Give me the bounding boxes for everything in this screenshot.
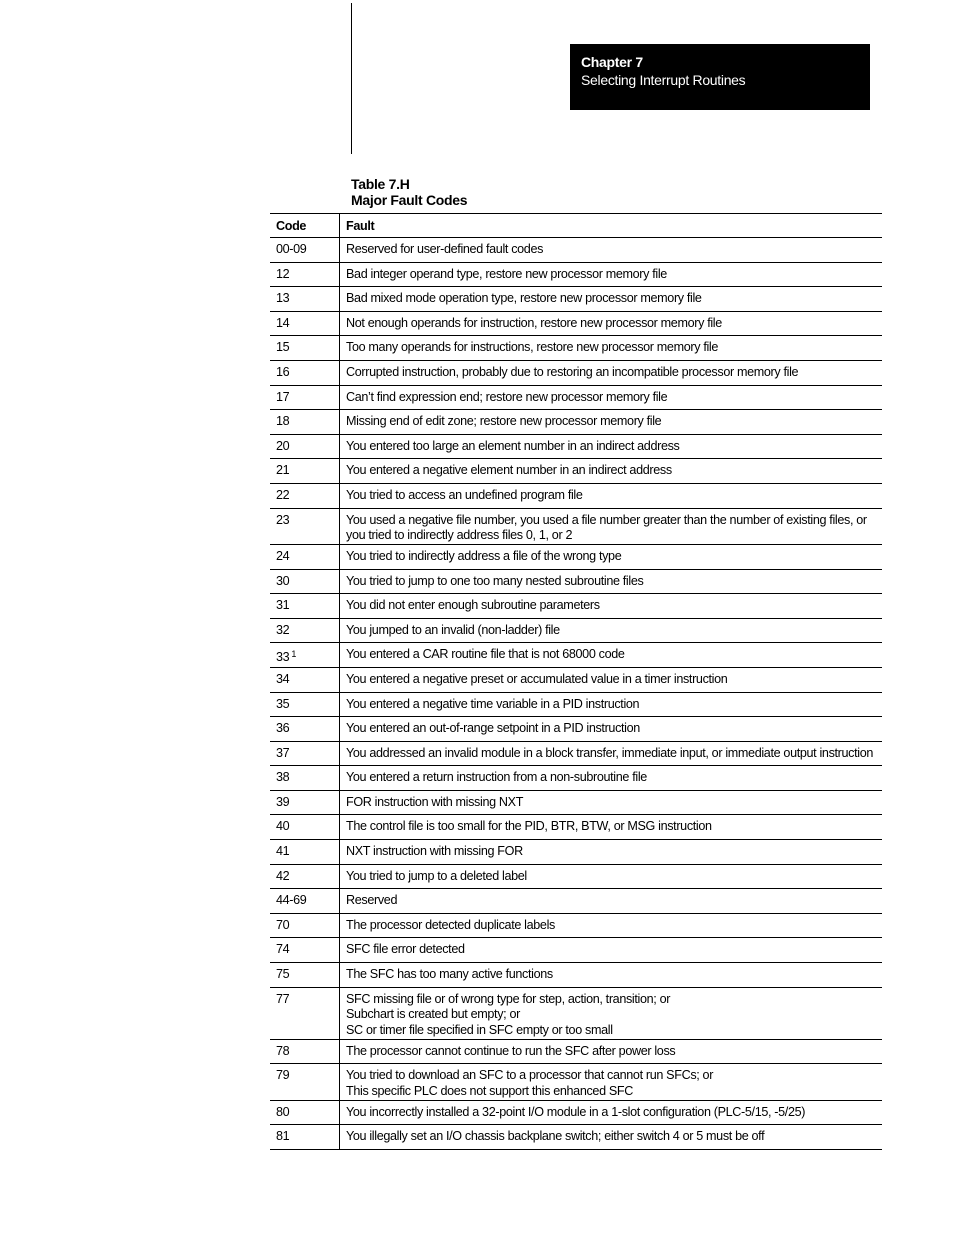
- table-row: [270, 594, 882, 619]
- fault-code: 40: [276, 819, 290, 834]
- fault-description: Subchart is created but empty; or: [346, 1007, 520, 1022]
- fault-code-cell: [270, 618, 340, 643]
- fault-code: 81: [276, 1129, 290, 1144]
- fault-description: Bad integer operand type, restore new processor memory file: [346, 266, 667, 281]
- fault-description-cell: [340, 336, 883, 361]
- table-row: [270, 336, 882, 361]
- table-row: [270, 238, 882, 263]
- fault-code-cell: [270, 410, 340, 435]
- fault-code: 13: [276, 291, 290, 306]
- fault-description: The SFC has too many active functions: [346, 967, 553, 982]
- chapter-title: Selecting Interrupt Routines: [581, 72, 746, 88]
- fault-code: 15: [276, 340, 290, 355]
- fault-code-cell: [270, 717, 340, 742]
- fault-code-cell: [270, 766, 340, 791]
- fault-description-cell: [340, 287, 883, 312]
- table-row: [270, 287, 882, 312]
- fault-code-cell: [270, 840, 340, 865]
- fault-code: 77: [276, 991, 290, 1006]
- fault-code: 00-09: [276, 242, 307, 256]
- table-row: [270, 790, 882, 815]
- fault-description-cell: [340, 913, 883, 938]
- fault-description-cell: [340, 1100, 883, 1125]
- fault-description-cell: [340, 938, 883, 963]
- fault-code-cell: [270, 1039, 340, 1064]
- fault-description-cell: [340, 963, 883, 988]
- fault-code-cell: [270, 508, 340, 544]
- table-row: [270, 864, 882, 889]
- fault-code-cell: [270, 987, 340, 1039]
- fault-description-cell: [340, 717, 883, 742]
- fault-code-cell: [270, 963, 340, 988]
- fault-code-cell: [270, 1125, 340, 1150]
- table-row: [270, 815, 882, 840]
- fault-description: Missing end of edit zone; restore new processor memory file: [346, 414, 662, 429]
- fault-description-cell: [340, 815, 883, 840]
- fault-description: You tried to indirectly address a file of the wrong type: [346, 548, 622, 563]
- fault-code: 41: [276, 844, 290, 859]
- fault-description-cell: [340, 434, 883, 459]
- fault-code: 31: [276, 598, 290, 613]
- fault-description: SC or timer file specified in SFC empty or too small: [346, 1023, 613, 1038]
- chapter-label: Chapter 7: [581, 54, 643, 70]
- fault-code: 74: [276, 942, 290, 957]
- chapter-header: [570, 44, 870, 110]
- table-row: [270, 410, 882, 435]
- fault-description: Reserved for user-defined fault codes: [346, 242, 544, 256]
- fault-description-cell: [340, 766, 883, 791]
- table-row: [270, 1100, 882, 1125]
- fault-code: 12: [276, 266, 290, 281]
- fault-description: you tried to indirectly address files 0, 1, or 2: [346, 528, 573, 543]
- table-row: [270, 938, 882, 963]
- fault-description: The control file is too small for the PID, BTR, BTW, or MSG instruction: [346, 819, 712, 834]
- table-row: [270, 643, 882, 668]
- fault-description-cell: [340, 741, 883, 766]
- fault-description: You tried to jump to one too many nested subroutine files: [346, 573, 644, 588]
- fault-code: 37: [276, 745, 290, 760]
- fault-description-cell: [340, 410, 883, 435]
- fault-description: Can’t find expression end; restore new processor memory file: [346, 389, 668, 404]
- table-row: [270, 360, 882, 385]
- fault-code: 78: [276, 1043, 290, 1058]
- fault-code: 38: [276, 770, 290, 785]
- fault-code-cell: [270, 238, 340, 263]
- fault-code: 23: [276, 512, 290, 527]
- fault-code: 80: [276, 1104, 290, 1119]
- fault-code-cell: [270, 692, 340, 717]
- fault-code: 70: [276, 917, 290, 932]
- column-header-fault: Fault: [340, 214, 883, 238]
- table-row: [270, 618, 882, 643]
- fault-description: You entered a CAR routine file that is not 68000 code: [346, 647, 625, 662]
- fault-code: 24: [276, 548, 290, 563]
- fault-description: Bad mixed mode operation type, restore new processor memory file: [346, 291, 702, 306]
- fault-description: NXT instruction with missing FOR: [346, 844, 523, 859]
- fault-code: 42: [276, 868, 290, 883]
- fault-code: 36: [276, 721, 290, 736]
- table-row: [270, 508, 882, 544]
- footnote-marker: 1: [291, 649, 296, 660]
- fault-description: You entered a negative element number in an indirect address: [346, 463, 672, 478]
- fault-description: You tried to access an undefined program file: [346, 487, 583, 502]
- fault-code-cell: [270, 864, 340, 889]
- fault-description-cell: [340, 864, 883, 889]
- fault-description-cell: [340, 262, 883, 287]
- table-row: [270, 544, 882, 569]
- fault-code-cell: [270, 938, 340, 963]
- fault-code: 39: [276, 794, 290, 809]
- fault-code-cell: [270, 1064, 340, 1100]
- fault-code-cell: [270, 790, 340, 815]
- fault-description: Reserved: [346, 893, 398, 908]
- table-row: [270, 1039, 882, 1064]
- table-row: [270, 717, 882, 742]
- fault-description-cell: [340, 692, 883, 717]
- fault-code-cell: [270, 643, 340, 668]
- fault-description-cell: [340, 889, 883, 914]
- fault-description-cell: [340, 360, 883, 385]
- fault-description: You tried to download an SFC to a processor that cannot run SFCs; or: [346, 1068, 714, 1083]
- table-row: [270, 987, 882, 1039]
- fault-code-cell: [270, 311, 340, 336]
- fault-code: 18: [276, 414, 290, 429]
- fault-description-cell: [340, 569, 883, 594]
- fault-code: 34: [276, 671, 290, 686]
- table-row: [270, 311, 882, 336]
- fault-description-cell: [340, 544, 883, 569]
- fault-description-cell: [340, 508, 883, 544]
- fault-description: Too many operands for instructions, restore new processor memory file: [346, 340, 719, 355]
- fault-code: 22: [276, 487, 290, 502]
- fault-description: You entered too large an element number in an indirect address: [346, 438, 680, 453]
- fault-code-cell: [270, 741, 340, 766]
- fault-code: 21: [276, 463, 290, 478]
- table-row: [270, 385, 882, 410]
- fault-code-cell: [270, 594, 340, 619]
- fault-code-cell: [270, 262, 340, 287]
- fault-description: This specific PLC does not support this enhanced SFC: [346, 1084, 634, 1099]
- fault-code-cell: [270, 815, 340, 840]
- fault-codes-table: [270, 213, 882, 1150]
- table-row: [270, 459, 882, 484]
- fault-description: You entered an out-of-range setpoint in a PID instruction: [346, 721, 640, 736]
- table-row: [270, 741, 882, 766]
- fault-code-cell: [270, 1100, 340, 1125]
- fault-code: 16: [276, 364, 290, 379]
- table-caption: [351, 176, 467, 208]
- fault-description-cell: [340, 483, 883, 508]
- fault-description-cell: [340, 311, 883, 336]
- fault-description: You tried to jump to a deleted label: [346, 868, 527, 883]
- fault-description-cell: [340, 667, 883, 692]
- fault-description-cell: [340, 643, 883, 668]
- fault-code: 75: [276, 967, 290, 982]
- table-row: [270, 692, 882, 717]
- fault-description: The processor detected duplicate labels: [346, 917, 555, 932]
- fault-code: 30: [276, 573, 290, 588]
- table-row: [270, 1064, 882, 1100]
- fault-code-cell: [270, 459, 340, 484]
- fault-description: FOR instruction with missing NXT: [346, 794, 524, 809]
- fault-description-cell: [340, 1039, 883, 1064]
- table-row: [270, 569, 882, 594]
- fault-description: You entered a negative time variable in a PID instruction: [346, 696, 640, 711]
- fault-description: SFC file error detected: [346, 942, 465, 957]
- fault-code-cell: [270, 287, 340, 312]
- table-row: [270, 766, 882, 791]
- fault-code: 79: [276, 1068, 290, 1083]
- table-row: [270, 434, 882, 459]
- table-row: [270, 963, 882, 988]
- fault-description: You entered a return instruction from a non-subroutine file: [346, 770, 647, 785]
- fault-code-cell: [270, 569, 340, 594]
- column-header-code: Code: [270, 214, 340, 238]
- fault-description: SFC missing file or of wrong type for step, action, transition; or: [346, 991, 671, 1006]
- fault-description-cell: [340, 1125, 883, 1150]
- fault-description: You addressed an invalid module in a block transfer, immediate input, or immediate output instruction: [346, 745, 874, 760]
- table-row: [270, 483, 882, 508]
- fault-code: 44-69: [276, 893, 307, 908]
- fault-description-cell: [340, 790, 883, 815]
- table-header-row: [270, 214, 882, 238]
- fault-code-cell: [270, 483, 340, 508]
- margin-rule: [351, 3, 352, 154]
- fault-description-cell: [340, 594, 883, 619]
- fault-description: Corrupted instruction, probably due to restoring an incompatible processor memory file: [346, 364, 799, 379]
- fault-code: 32: [276, 622, 290, 637]
- fault-description-cell: [340, 385, 883, 410]
- table-title: Major Fault Codes: [351, 192, 468, 208]
- fault-description: You entered a negative preset or accumulated value in a timer instruction: [346, 671, 728, 686]
- fault-description-cell: [340, 840, 883, 865]
- table-row: [270, 1125, 882, 1150]
- fault-code-cell: [270, 544, 340, 569]
- fault-code-cell: [270, 434, 340, 459]
- table-row: [270, 667, 882, 692]
- fault-code: 33: [276, 650, 290, 665]
- fault-description-cell: [340, 987, 883, 1039]
- fault-description: You jumped to an invalid (non-ladder) file: [346, 622, 560, 637]
- table-row: [270, 262, 882, 287]
- fault-description: You illegally set an I/O chassis backplane switch; either switch 4 or 5 must be off: [346, 1129, 765, 1144]
- table-row: [270, 840, 882, 865]
- fault-description-cell: [340, 1064, 883, 1100]
- fault-code-cell: [270, 667, 340, 692]
- fault-description: Not enough operands for instruction, restore new processor memory file: [346, 315, 722, 330]
- fault-code: 35: [276, 696, 290, 711]
- table-body: [270, 238, 882, 1150]
- fault-description: You used a negative file number, you used a file number greater than the number of existing files, or: [346, 512, 867, 527]
- fault-code-cell: [270, 385, 340, 410]
- fault-description: You incorrectly installed a 32-point I/O module in a 1-slot configuration (PLC-5/15, -5/25): [346, 1104, 806, 1119]
- fault-description-cell: [340, 618, 883, 643]
- fault-code-cell: [270, 913, 340, 938]
- fault-description: The processor cannot continue to run the SFC after power loss: [346, 1043, 676, 1058]
- fault-code: 17: [276, 389, 290, 404]
- fault-code-cell: [270, 889, 340, 914]
- fault-description: You did not enter enough subroutine parameters: [346, 598, 600, 613]
- table-row: [270, 889, 882, 914]
- fault-code-cell: [270, 336, 340, 361]
- fault-description-cell: [340, 459, 883, 484]
- fault-code-cell: [270, 360, 340, 385]
- fault-code: 14: [276, 315, 290, 330]
- table-number: Table 7.H: [351, 176, 410, 192]
- table-row: [270, 913, 882, 938]
- fault-description-cell: [340, 238, 883, 263]
- fault-code: 20: [276, 438, 290, 453]
